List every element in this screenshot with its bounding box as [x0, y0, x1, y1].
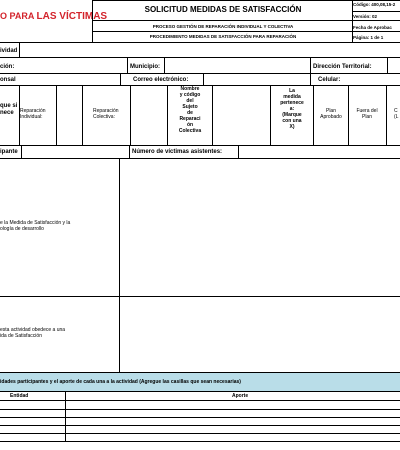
belongs-label: que si nece: [0, 103, 18, 116]
entity-row[interactable]: [0, 418, 400, 425]
entity-row[interactable]: [0, 434, 400, 441]
divider: [0, 73, 400, 74]
doc-code: Código: 400,08,15-2: [353, 2, 396, 7]
plan-aprobado-label: Plan Aprobado: [320, 108, 342, 120]
municipio-label: Municipio:: [130, 64, 160, 70]
divider: [92, 0, 93, 42]
divider: [130, 85, 131, 145]
logo-prefix: O PARA: [0, 11, 35, 21]
logo-highlight: LAS VÍCTIMAS: [36, 11, 108, 22]
divider: [120, 73, 121, 85]
victims-count-field[interactable]: [239, 146, 400, 158]
procedure-name: PROCEDIMIENTO MEDIDAS DE SATISFACCIÓN PARA REPARACIÓN: [149, 34, 297, 39]
relation-field[interactable]: [120, 297, 400, 371]
entities-section-bar: [0, 372, 400, 391]
doc-page: Página: 1 de 1: [353, 35, 384, 40]
process-name: PROCESO GESTIÓN DE REPARACIÓN INDIVIDUAL Y COLECTIVA: [152, 24, 294, 29]
description-label: e la Medida de Satisfacción y la ología de desarrollo: [0, 220, 71, 232]
divider: [386, 85, 387, 145]
divider: [56, 85, 57, 145]
email-label: Correo electrónico:: [133, 77, 189, 83]
entity-row[interactable]: [0, 426, 400, 433]
divider: [129, 145, 130, 158]
reparacion-individual-label: Reparación Individual:: [20, 108, 46, 120]
divider: [82, 85, 83, 145]
entity-column-header: Entidad: [10, 393, 29, 399]
entity-row[interactable]: [0, 410, 400, 417]
medida-pertenece-label: La medida pertenece a: (Marque con una X): [280, 88, 304, 130]
divider: [127, 57, 128, 73]
reparacion-colectiva-label: Reparación Colectiva:: [93, 108, 119, 120]
responsible-label: onsal: [0, 77, 16, 83]
divider: [167, 85, 168, 145]
activity-label: ividad: [0, 48, 18, 54]
divider: [92, 0, 400, 1]
divider: [92, 31, 400, 32]
divider: [0, 372, 400, 373]
doc-version: Versión: 02: [353, 14, 378, 19]
reparacion-individual-checkbox[interactable]: [57, 86, 81, 145]
divider: [270, 85, 271, 145]
divider: [352, 11, 400, 12]
victims-count-label: Número de víctimas asistentes:: [132, 149, 223, 155]
divider: [387, 57, 388, 73]
location-field[interactable]: [20, 58, 126, 73]
divider: [119, 158, 120, 372]
subject-name-field[interactable]: [213, 86, 270, 145]
fuera-plan-label: Fuera del Plan: [356, 108, 378, 120]
divider: [65, 391, 66, 441]
location-label: ción:: [0, 64, 15, 70]
entities-section-title: idades participantes y el aporte de cada una a la actividad (Agregue las casillas que sean necesarias): [0, 379, 241, 385]
doc-approval-date: Fecha de Aprobac: [353, 25, 392, 30]
email-field[interactable]: [204, 74, 309, 85]
divider: [203, 73, 204, 85]
contribution-column-header: Aporte: [232, 393, 249, 399]
divider: [212, 85, 213, 145]
participants-field[interactable]: [22, 146, 128, 158]
participants-label: ipante: [0, 149, 18, 155]
divider: [0, 441, 400, 442]
divider: [238, 145, 239, 158]
divider: [313, 85, 314, 145]
relation-label: esta actividad obedece a una ida de Satisfacción: [0, 327, 66, 339]
direccion-label: Dirección Territorial:: [313, 64, 372, 70]
cellphone-label: Celular:: [318, 77, 341, 83]
reparacion-colectiva-checkbox[interactable]: [131, 86, 167, 145]
entity-row[interactable]: [0, 401, 400, 409]
divider: [310, 73, 311, 85]
divider: [21, 145, 22, 158]
subject-name-label: Nombre y código del Sujeto de Reparaci ón Colectiva: [178, 86, 202, 134]
cellphone-field[interactable]: [346, 74, 400, 85]
divider: [164, 57, 165, 73]
description-field[interactable]: [120, 159, 400, 295]
cut-column-label: C (L: [394, 108, 399, 120]
divider: [310, 57, 311, 73]
divider: [352, 0, 353, 42]
divider: [92, 20, 400, 21]
divider: [19, 42, 20, 57]
document-title: SOLICITUD MEDIDAS DE SATISFACCIÓN: [144, 5, 302, 14]
divider: [348, 85, 349, 145]
activity-field[interactable]: [20, 43, 400, 57]
divider: [0, 391, 400, 392]
municipio-field[interactable]: [165, 58, 310, 73]
divider: [19, 85, 20, 145]
